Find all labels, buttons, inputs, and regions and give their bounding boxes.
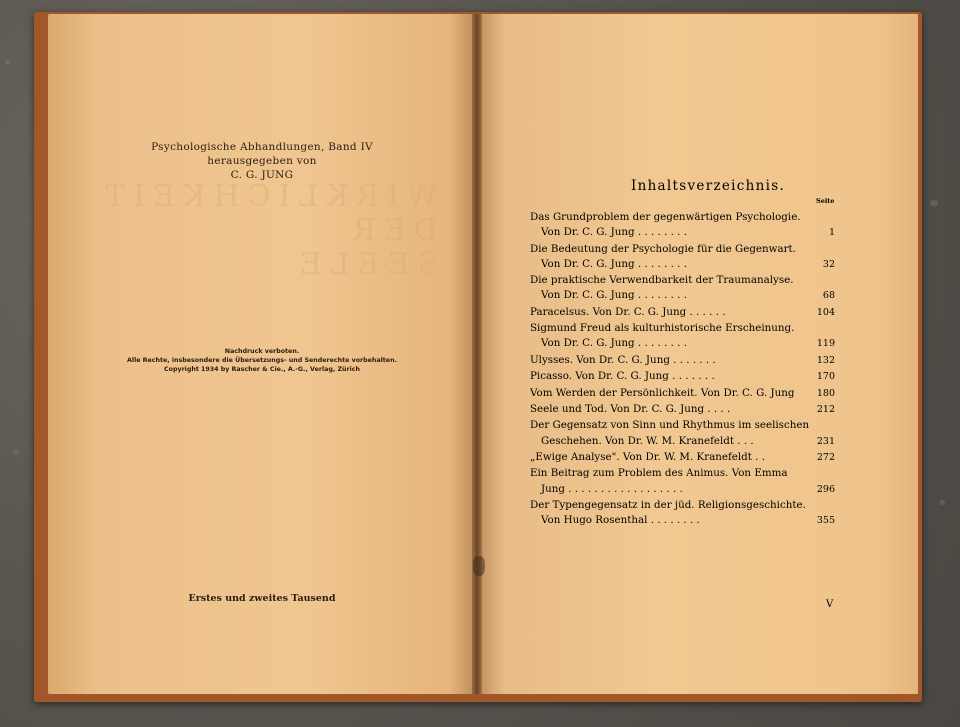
- toc-entry-page: 104: [816, 306, 835, 318]
- copyright-line: Alle Rechte, insbesondere die Übersetzungs- und Senderechte vorbehalten.: [127, 357, 397, 364]
- toc-title: Inhaltsverzeichnis.: [630, 178, 786, 194]
- stone-texture: [12, 450, 19, 455]
- toc-entry: [530, 210, 835, 240]
- toc-entry-author: Von Dr. C. G. Jung . . . . . . . .: [541, 226, 688, 239]
- copyright-line: Copyright 1934 by Rascher & Cie., A.-G., Verlag, Zürich: [164, 366, 360, 373]
- toc-entry-page: 272: [816, 451, 835, 463]
- toc-entry: [530, 386, 835, 401]
- toc-entry: [530, 273, 835, 303]
- toc-entry-page: 212: [816, 403, 835, 415]
- toc-entry-author: Von Dr. C. G. Jung . . . . . . . .: [541, 289, 688, 302]
- toc-entry-title: Die praktische Verwendbarkeit der Traumanalyse.: [530, 274, 794, 287]
- toc-entry-author: Von Hugo Rosenthal . . . . . . . .: [541, 514, 700, 527]
- toc-entry-title: Die Bedeutung der Psychologie für die Gegenwart.: [530, 242, 796, 255]
- toc-entry-title: Paracelsus. Von Dr. C. G. Jung . . . . . .: [530, 305, 726, 318]
- toc-entry-author: Von Dr. C. G. Jung . . . . . . . .: [541, 337, 688, 350]
- toc-entry-page: 1: [828, 227, 835, 239]
- toc-entry: [530, 402, 835, 417]
- stone-texture: [5, 60, 11, 65]
- toc-entry-title: Picasso. Von Dr. C. G. Jung . . . . . . .: [530, 370, 715, 383]
- toc-entry-page: 119: [816, 338, 835, 350]
- toc-entry-title: Der Gegensatz von Sinn und Rhythmus im seelischen: [530, 419, 810, 432]
- series-title: Psychologische Abhandlungen, Band IV: [151, 141, 373, 153]
- toc-entry-title: Ein Beitrag zum Problem des Animus. Von Emma: [530, 467, 788, 480]
- toc-entry-title: Der Typengegensatz in der jüd. Religionsgeschichte.: [530, 498, 806, 511]
- series-editor: C. G. JUNG: [230, 169, 294, 181]
- toc-entry: [530, 466, 835, 496]
- toc-entry: [530, 498, 835, 528]
- page-number: V: [826, 599, 834, 610]
- toc-entry-page: 296: [816, 483, 835, 495]
- table-of-contents: [530, 210, 835, 530]
- toc-entry: [530, 369, 835, 384]
- toc-entry-page: 68: [822, 290, 835, 302]
- toc-entry: [530, 305, 835, 320]
- series-editor-label: herausgegeben von: [207, 155, 317, 167]
- toc-entry-page: 170: [816, 371, 835, 383]
- toc-entry-author: Jung . . . . . . . . . . . . . . . . . .: [541, 482, 683, 495]
- toc-entry-page: 180: [816, 387, 835, 399]
- toc-entry-title: Seele und Tod. Von Dr. C. G. Jung . . . .: [530, 402, 731, 415]
- toc-entry: [530, 450, 835, 465]
- series-block: [48, 140, 476, 182]
- toc-entry-title: Das Grundproblem der gegenwärtigen Psychologie.: [530, 211, 801, 223]
- book-gutter: [472, 14, 482, 694]
- toc-entry-page: 355: [816, 515, 835, 527]
- toc-entry: [530, 353, 835, 368]
- copyright-block: [48, 347, 476, 374]
- edition-note: Erstes und zweites Tausend: [188, 593, 336, 604]
- stone-texture: [930, 200, 938, 206]
- spine-tear: [473, 556, 485, 576]
- show-through-text: WIRKLICHKEIT DER SEELE: [97, 179, 438, 282]
- toc-entry-author: Von Dr. C. G. Jung . . . . . . . .: [541, 257, 688, 270]
- toc-entry-title: Sigmund Freud als kulturhistorische Erscheinung.: [530, 322, 795, 335]
- seite-label: Seite: [816, 197, 835, 205]
- toc-entry-title: „Ewige Analyse". Von Dr. W. M. Kranefeldt . .: [530, 450, 765, 463]
- toc-entry-title: Vom Werden der Persönlichkeit. Von Dr. C. G. Jung: [530, 386, 795, 399]
- toc-entry-page: 132: [816, 354, 835, 366]
- copyright-line: Nachdruck verboten.: [224, 348, 300, 355]
- toc-entry-title: Ulysses. Von Dr. C. G. Jung . . . . . . .: [530, 353, 716, 366]
- toc-entry-page: 32: [822, 258, 835, 270]
- toc-entry-page: 231: [816, 435, 835, 447]
- toc-entry-author: Geschehen. Von Dr. W. M. Kranefeldt . . .: [541, 434, 754, 447]
- toc-entry: [530, 242, 835, 272]
- left-page: [48, 14, 476, 694]
- toc-entry: [530, 321, 835, 351]
- stone-texture: [940, 500, 945, 505]
- toc-entry: [530, 418, 835, 448]
